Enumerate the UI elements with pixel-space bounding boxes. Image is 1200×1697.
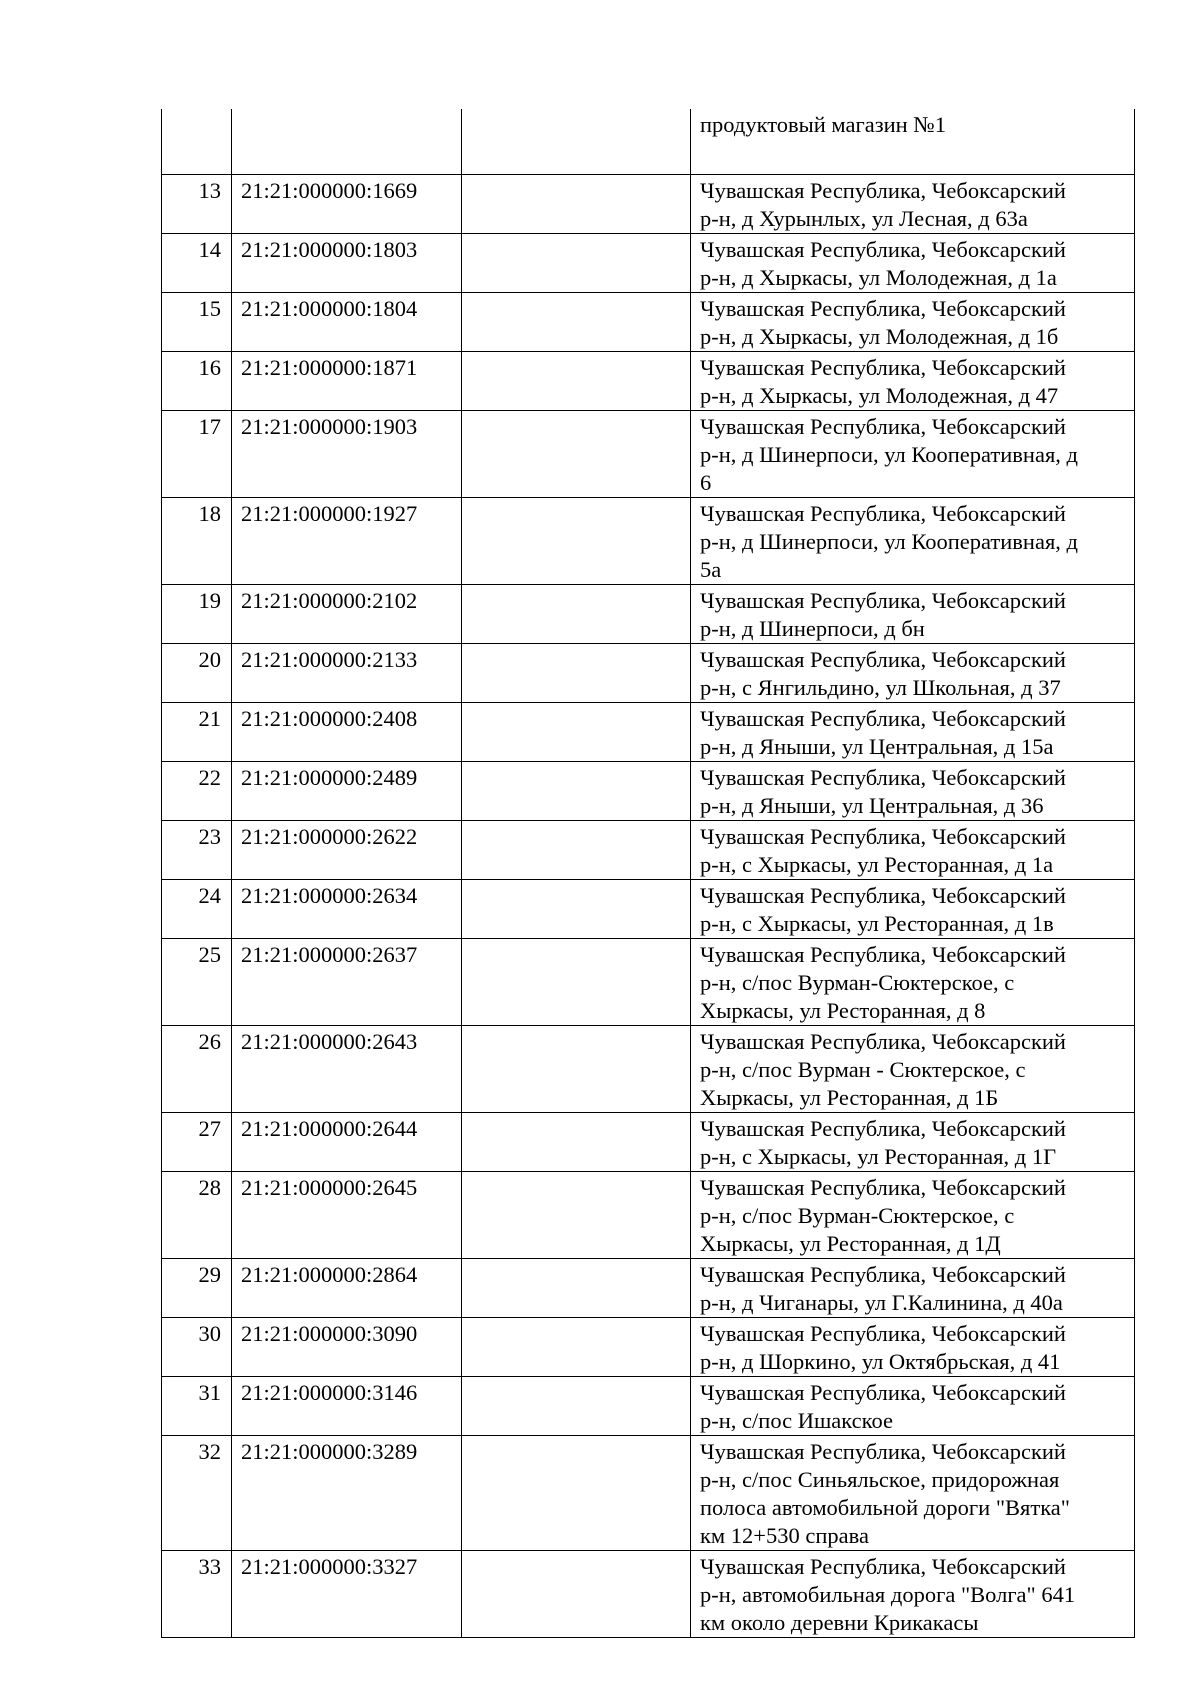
- cadastral-number: [232, 109, 462, 174]
- cadastral-number: 21:21:000000:2622: [232, 820, 462, 879]
- cadastral-number: 21:21:000000:1669: [232, 174, 462, 233]
- table-row: [162, 584, 1135, 643]
- row-number: 31: [162, 1376, 232, 1435]
- table-row: [162, 1376, 1135, 1435]
- empty-cell: [462, 879, 691, 938]
- table-row: [162, 1258, 1135, 1317]
- address: Чувашская Республика, Чебоксарский р-н, д Хыркасы, ул Молодежная, д 1а: [691, 233, 1135, 292]
- cadastral-number: 21:21:000000:3289: [232, 1435, 462, 1550]
- address: Чувашская Республика, Чебоксарский р-н, д Шинерпоси, д бн: [691, 584, 1135, 643]
- cadastral-number: 21:21:000000:2637: [232, 938, 462, 1025]
- table-row: [162, 109, 1135, 174]
- address: Чувашская Республика, Чебоксарский р-н, с Хыркасы, ул Ресторанная, д 1Г: [691, 1112, 1135, 1171]
- row-number: [162, 109, 232, 174]
- address: Чувашская Республика, Чебоксарский р-н, д Яныши, ул Центральная, д 15а: [691, 702, 1135, 761]
- address: продуктовый магазин №1: [691, 109, 1135, 174]
- empty-cell: [462, 233, 691, 292]
- row-number: 21: [162, 702, 232, 761]
- table-body: [162, 109, 1135, 1637]
- empty-cell: [462, 292, 691, 351]
- empty-cell: [462, 174, 691, 233]
- cadastral-number: 21:21:000000:2864: [232, 1258, 462, 1317]
- empty-cell: [462, 1258, 691, 1317]
- row-number: 28: [162, 1171, 232, 1258]
- row-number: 23: [162, 820, 232, 879]
- row-number: 30: [162, 1317, 232, 1376]
- address: Чувашская Республика, Чебоксарский р-н, автомобильная дорога "Волга" 641 км около деревни Крикакасы: [691, 1550, 1135, 1637]
- table-row: [162, 351, 1135, 410]
- empty-cell: [462, 410, 691, 497]
- table-row: [162, 233, 1135, 292]
- cadastral-number: 21:21:000000:2644: [232, 1112, 462, 1171]
- table-row: [162, 820, 1135, 879]
- table-row: [162, 1435, 1135, 1550]
- row-number: 14: [162, 233, 232, 292]
- address: Чувашская Республика, Чебоксарский р-н, д Хыркасы, ул Молодежная, д 47: [691, 351, 1135, 410]
- address: Чувашская Республика, Чебоксарский р-н, д Шоркино, ул Октябрьская, д 41: [691, 1317, 1135, 1376]
- row-number: 32: [162, 1435, 232, 1550]
- cadastral-number: 21:21:000000:2645: [232, 1171, 462, 1258]
- address: Чувашская Республика, Чебоксарский р-н, с/пос Вурман - Сюктерское, с Хыркасы, ул Ресторанная, д 1Б: [691, 1025, 1135, 1112]
- cadastral-number: 21:21:000000:2408: [232, 702, 462, 761]
- property-table: [161, 109, 1135, 1638]
- empty-cell: [462, 761, 691, 820]
- row-number: 25: [162, 938, 232, 1025]
- address: Чувашская Республика, Чебоксарский р-н, с/пос Синьяльское, придорожная полоса автомобильной дороги "Вятка" км 12+530 справа: [691, 1435, 1135, 1550]
- cadastral-number: 21:21:000000:2489: [232, 761, 462, 820]
- cadastral-number: 21:21:000000:1804: [232, 292, 462, 351]
- address: Чувашская Республика, Чебоксарский р-н, д Шинерпоси, ул Кооперативная, д 6: [691, 410, 1135, 497]
- cadastral-number: 21:21:000000:2133: [232, 643, 462, 702]
- address: Чувашская Республика, Чебоксарский р-н, с Хыркасы, ул Ресторанная, д 1а: [691, 820, 1135, 879]
- empty-cell: [462, 1376, 691, 1435]
- address: Чувашская Республика, Чебоксарский р-н, с/пос Ишакское: [691, 1376, 1135, 1435]
- table-row: [162, 410, 1135, 497]
- table-row: [162, 761, 1135, 820]
- empty-cell: [462, 497, 691, 584]
- table-row: [162, 292, 1135, 351]
- table-row: [162, 1550, 1135, 1637]
- cadastral-number: 21:21:000000:2102: [232, 584, 462, 643]
- address: Чувашская Республика, Чебоксарский р-н, с/пос Вурман-Сюктерское, с Хыркасы, ул Ресторанная, д 8: [691, 938, 1135, 1025]
- table-row: [162, 938, 1135, 1025]
- empty-cell: [462, 643, 691, 702]
- empty-cell: [462, 1550, 691, 1637]
- row-number: 16: [162, 351, 232, 410]
- cadastral-number: 21:21:000000:1903: [232, 410, 462, 497]
- table-row: [162, 879, 1135, 938]
- address: Чувашская Республика, Чебоксарский р-н, с Хыркасы, ул Ресторанная, д 1в: [691, 879, 1135, 938]
- cadastral-number: 21:21:000000:1803: [232, 233, 462, 292]
- cadastral-number: 21:21:000000:3090: [232, 1317, 462, 1376]
- row-number: 17: [162, 410, 232, 497]
- address: Чувашская Республика, Чебоксарский р-н, д Чиганары, ул Г.Калинина, д 40а: [691, 1258, 1135, 1317]
- empty-cell: [462, 1171, 691, 1258]
- empty-cell: [462, 1317, 691, 1376]
- cadastral-number: 21:21:000000:1927: [232, 497, 462, 584]
- row-number: 27: [162, 1112, 232, 1171]
- table-row: [162, 497, 1135, 584]
- row-number: 13: [162, 174, 232, 233]
- empty-cell: [462, 1112, 691, 1171]
- empty-cell: [462, 1435, 691, 1550]
- cadastral-number: 21:21:000000:2643: [232, 1025, 462, 1112]
- address: Чувашская Республика, Чебоксарский р-н, д Хыркасы, ул Молодежная, д 1б: [691, 292, 1135, 351]
- cadastral-number: 21:21:000000:1871: [232, 351, 462, 410]
- table-row: [162, 1317, 1135, 1376]
- empty-cell: [462, 584, 691, 643]
- row-number: 22: [162, 761, 232, 820]
- table-row: [162, 1171, 1135, 1258]
- table-row: [162, 1112, 1135, 1171]
- cadastral-number: 21:21:000000:3146: [232, 1376, 462, 1435]
- table-row: [162, 1025, 1135, 1112]
- address: Чувашская Республика, Чебоксарский р-н, с/пос Вурман-Сюктерское, с Хыркасы, ул Ресторанная, д 1Д: [691, 1171, 1135, 1258]
- table-row: [162, 174, 1135, 233]
- empty-cell: [462, 109, 691, 174]
- address: Чувашская Республика, Чебоксарский р-н, с Янгильдино, ул Школьная, д 37: [691, 643, 1135, 702]
- empty-cell: [462, 820, 691, 879]
- row-number: 15: [162, 292, 232, 351]
- row-number: 26: [162, 1025, 232, 1112]
- cadastral-number: 21:21:000000:3327: [232, 1550, 462, 1637]
- row-number: 33: [162, 1550, 232, 1637]
- empty-cell: [462, 351, 691, 410]
- table-row: [162, 643, 1135, 702]
- address: Чувашская Республика, Чебоксарский р-н, д Шинерпоси, ул Кооперативная, д 5а: [691, 497, 1135, 584]
- row-number: 20: [162, 643, 232, 702]
- table-row: [162, 702, 1135, 761]
- row-number: 18: [162, 497, 232, 584]
- row-number: 24: [162, 879, 232, 938]
- row-number: 19: [162, 584, 232, 643]
- empty-cell: [462, 1025, 691, 1112]
- empty-cell: [462, 938, 691, 1025]
- address: Чувашская Республика, Чебоксарский р-н, д Хурынлых, ул Лесная, д 63а: [691, 174, 1135, 233]
- row-number: 29: [162, 1258, 232, 1317]
- cadastral-number: 21:21:000000:2634: [232, 879, 462, 938]
- address: Чувашская Республика, Чебоксарский р-н, д Яныши, ул Центральная, д 36: [691, 761, 1135, 820]
- empty-cell: [462, 702, 691, 761]
